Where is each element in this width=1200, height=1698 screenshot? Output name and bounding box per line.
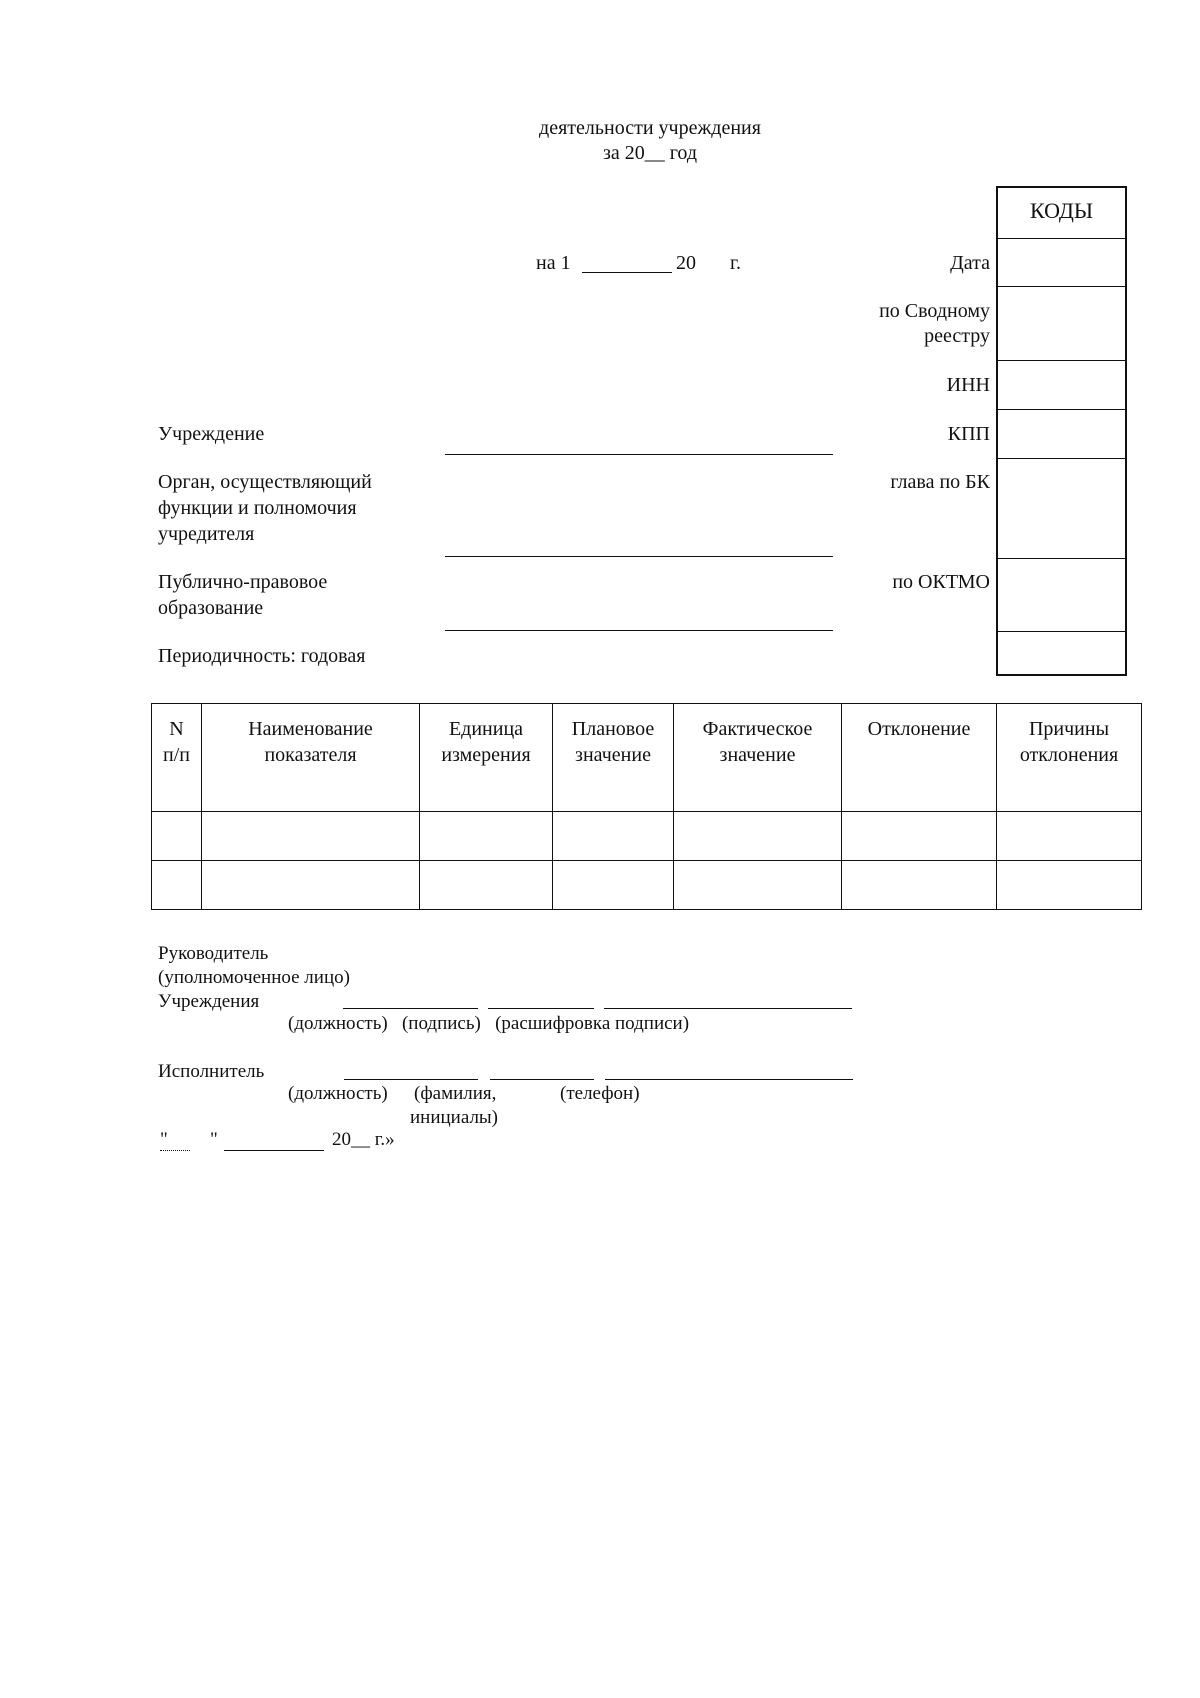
code-label-bk: глава по БК — [890, 471, 990, 493]
executor-position-line — [344, 1079, 478, 1080]
head-signature-line — [488, 1008, 594, 1009]
codes-row-divider — [998, 238, 1125, 239]
public-entity-line — [445, 630, 833, 631]
field-public-entity-1: Публично-правовое — [158, 571, 328, 593]
table-cell — [152, 861, 202, 910]
col-header-unit: Единица измерения — [420, 704, 553, 812]
field-organ-1: Орган, осуществляющий — [158, 471, 372, 493]
indicators-table — [151, 703, 1142, 910]
date-year: 20 — [676, 252, 696, 274]
head-label-2: (уполномоченное лицо) — [158, 967, 350, 988]
col-header-actual: Фактическое значение — [674, 704, 842, 812]
date-day-month-line — [582, 272, 672, 273]
institution-line — [445, 454, 833, 455]
col-header-number: N п/п — [152, 704, 202, 812]
field-periodicity: Периодичность: годовая — [158, 645, 366, 667]
table-cell — [152, 812, 202, 861]
col-header-deviation: Отклонение — [842, 704, 997, 812]
date-prefix: на 1 — [536, 252, 571, 274]
date-month-line — [224, 1150, 324, 1151]
table-cell — [674, 861, 842, 910]
organ-line — [445, 556, 833, 557]
table-header-row — [152, 704, 1142, 812]
codes-title: КОДЫ — [1029, 198, 1094, 223]
codes-row-divider — [998, 360, 1125, 361]
executor-caption-position: (должность) — [288, 1083, 388, 1104]
code-label-kpp: КПП — [947, 423, 990, 445]
field-public-entity-2: образование — [158, 597, 264, 619]
codes-row-divider — [998, 409, 1125, 410]
field-institution: Учреждение — [158, 423, 265, 445]
codes-row-divider — [998, 558, 1125, 559]
executor-label: Исполнитель — [158, 1061, 265, 1082]
table-cell — [997, 812, 1142, 861]
col-header-reasons: Причины отклонения — [997, 704, 1142, 812]
table-cell — [842, 861, 997, 910]
table-cell — [997, 861, 1142, 910]
codes-row-divider — [998, 458, 1125, 459]
codes-box — [996, 186, 1127, 676]
date-quote-open: " — [160, 1129, 168, 1150]
executor-caption-name-2: инициалы) — [410, 1107, 499, 1128]
table-cell — [420, 812, 553, 861]
executor-caption-phone: (телефон) — [560, 1083, 640, 1104]
table-cell — [674, 812, 842, 861]
codes-row-divider — [998, 286, 1125, 287]
executor-name-line — [490, 1079, 594, 1080]
field-organ-3: учредителя — [158, 523, 255, 545]
head-position-line — [343, 1008, 478, 1009]
code-label-registry-2: реестру — [924, 325, 990, 347]
table-row — [152, 861, 1142, 910]
head-label-3: Учреждения — [158, 991, 260, 1012]
codes-row-divider — [998, 631, 1125, 632]
header-line-1: деятельности учреждения — [539, 117, 761, 139]
date-year-tail: 20__ г.» — [332, 1129, 395, 1150]
col-header-planned: Плановое значение — [553, 704, 674, 812]
executor-phone-line — [605, 1079, 853, 1080]
executor-caption-name: (фамилия, — [414, 1083, 497, 1104]
table-row — [152, 812, 1142, 861]
table-cell — [553, 861, 674, 910]
date-day-line — [160, 1150, 190, 1151]
field-organ-2: функции и полномочия — [158, 497, 357, 519]
table-cell — [420, 861, 553, 910]
col-header-name: Наименование показателя — [202, 704, 420, 812]
table-cell — [202, 861, 420, 910]
table-cell — [553, 812, 674, 861]
head-caption: (должность) (подпись) (расшифровка подписи) — [288, 1013, 690, 1034]
date-quote-close: " — [210, 1129, 218, 1150]
head-label-1: Руководитель — [158, 943, 269, 964]
date-suffix: г. — [730, 252, 741, 274]
code-label-oktmo: по ОКТМО — [892, 571, 990, 593]
code-label-date: Дата — [950, 252, 990, 274]
header-line-2: за 20__ год — [602, 142, 698, 164]
table-cell — [202, 812, 420, 861]
table-cell — [842, 812, 997, 861]
head-decryption-line — [604, 1008, 852, 1009]
code-label-inn: ИНН — [946, 374, 990, 396]
code-label-registry-1: по Сводному — [879, 300, 990, 322]
